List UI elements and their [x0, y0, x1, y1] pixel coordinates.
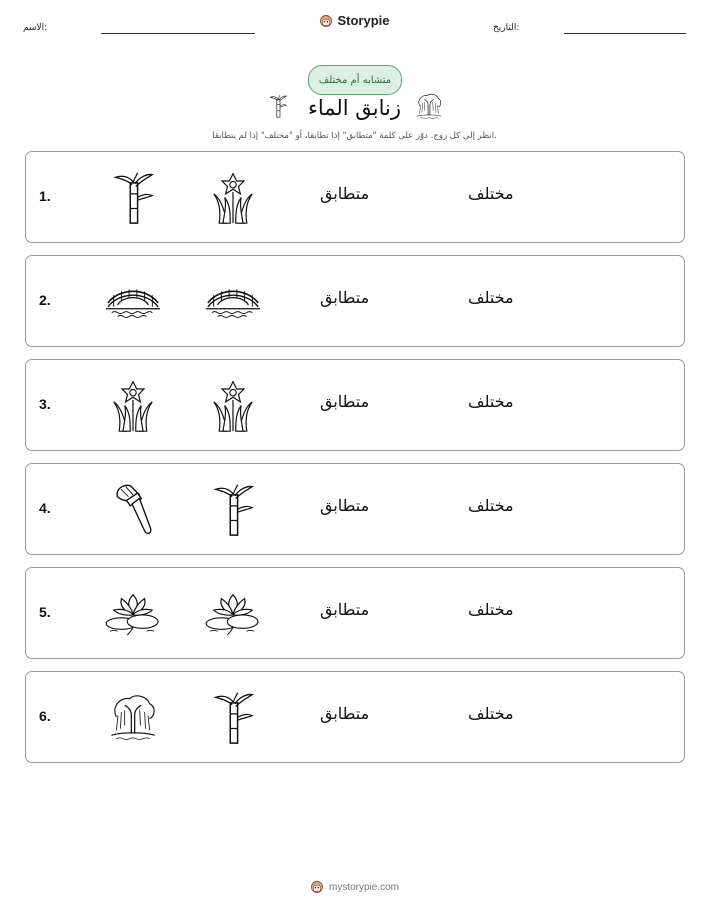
bamboo-icon: [110, 170, 156, 225]
bridge-icon: [104, 281, 162, 321]
question-row: [25, 359, 685, 451]
mascot-icon: [319, 14, 333, 28]
same-option[interactable]: متطابق: [320, 600, 370, 619]
brand-logo: [0, 13, 709, 28]
same-option[interactable]: متطابق: [320, 288, 370, 307]
different-option[interactable]: مختلف: [468, 600, 514, 619]
bamboo-icon: [210, 690, 256, 745]
question-number: 3.: [39, 396, 51, 412]
same-option[interactable]: متطابق: [320, 496, 370, 515]
name-label: الاسم:: [23, 23, 48, 33]
question-row: [25, 671, 685, 763]
bridge-icon: [204, 281, 262, 321]
bamboo-icon: [210, 482, 256, 537]
same-option[interactable]: متطابق: [320, 392, 370, 411]
question-number: 6.: [39, 708, 51, 724]
footer: [0, 880, 709, 894]
water-lily-icon: [204, 589, 262, 637]
question-row: [25, 463, 685, 555]
question-number: 2.: [39, 292, 51, 308]
willow-tree-icon: [415, 92, 443, 120]
question-row: [25, 567, 685, 659]
question-row: [25, 255, 685, 347]
same-option[interactable]: متطابق: [320, 704, 370, 723]
daffodil-icon: [110, 378, 156, 433]
question-number: 5.: [39, 604, 51, 620]
daffodil-icon: [210, 378, 256, 433]
question-number: 4.: [39, 500, 51, 516]
daffodil-icon: [210, 170, 256, 225]
page-title: زنابق الماء: [307, 96, 402, 120]
mascot-icon: [310, 880, 324, 894]
different-option[interactable]: مختلف: [468, 392, 514, 411]
question-number: 1.: [39, 188, 51, 204]
question-row: [25, 151, 685, 243]
water-lily-icon: [104, 589, 162, 637]
footer-url: mystorypie.com: [328, 881, 399, 893]
different-option[interactable]: مختلف: [468, 184, 514, 203]
same-option[interactable]: متطابق: [320, 184, 370, 203]
worksheet-type-badge: متشابه أم مختلف: [308, 65, 402, 95]
date-label: التاريخ:: [493, 23, 520, 33]
different-option[interactable]: مختلف: [468, 704, 514, 723]
date-line[interactable]: [564, 33, 686, 34]
willow-tree-icon: [108, 692, 158, 742]
brand-name: Storypie: [337, 13, 390, 28]
paintbrush-icon: [110, 482, 156, 537]
instructions: انظر إلى كل زوج. دوّر على كلمة "متطابق" إذا تطابقا، أو "مختلف" إذا لم يتطابقا.: [212, 131, 497, 141]
different-option[interactable]: مختلف: [468, 288, 514, 307]
different-option[interactable]: مختلف: [468, 496, 514, 515]
name-line[interactable]: [101, 33, 255, 34]
